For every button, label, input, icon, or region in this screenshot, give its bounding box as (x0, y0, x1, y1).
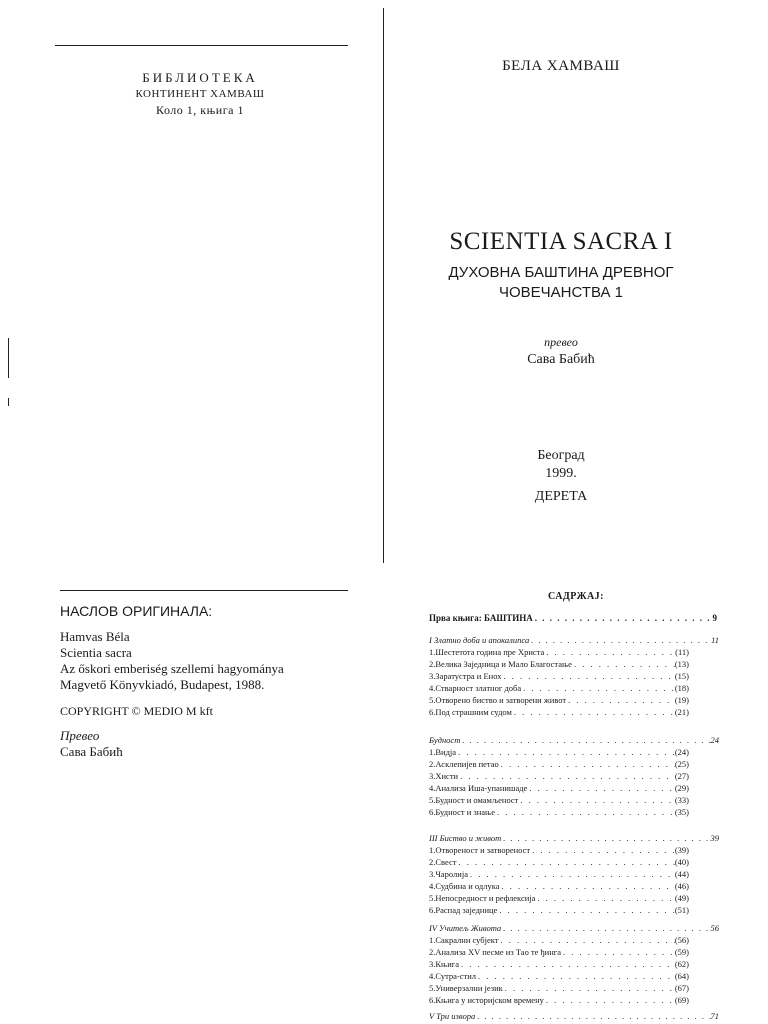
toc-leader (497, 904, 675, 916)
toc-section-label: I Златно доба и апокалипса (429, 635, 530, 645)
toc-item-page: (62) (674, 959, 689, 969)
toc-item-page: (40) (674, 857, 689, 867)
toc-item-page: (15) (674, 671, 689, 681)
original-author: Hamvas Béla (60, 629, 130, 644)
toc-item-label: 1.Сакрални субјект (429, 935, 499, 945)
toc-section-entry (429, 832, 719, 844)
toc-item-page: (39) (674, 845, 689, 855)
toc-leader (458, 770, 675, 782)
toc-book-page: 9 (712, 613, 717, 623)
toc-item-entry (429, 770, 689, 782)
top-rule (55, 45, 348, 46)
toc-leader (499, 758, 675, 770)
toc-leader (459, 958, 675, 970)
series-block (120, 70, 280, 118)
toc-item-page: (21) (674, 707, 689, 717)
original-title: Scientia sacra (60, 645, 132, 660)
toc-item-entry (429, 682, 689, 694)
toc-item-entry (429, 746, 689, 758)
toc-item-entry (429, 880, 689, 892)
toc-item-page: (46) (674, 881, 689, 891)
toc-item-label: 4.Стварност златног доба (429, 683, 522, 693)
toc-item-label: 3.Књига (429, 959, 459, 969)
toc-section-page: 39 (710, 833, 719, 843)
toc-item-entry (429, 970, 689, 982)
series-number: Коло 1, књига 1 (156, 103, 244, 117)
scan-edge-mark (8, 398, 9, 406)
toc-item-label: 1.Отвореност и затвореност (429, 845, 531, 855)
book-subtitle-line-2: ЧОВЕЧАНСТВА 1 (498, 284, 624, 301)
toc-item-page: (33) (674, 795, 689, 805)
toc-item-entry (429, 694, 689, 706)
contents-heading: САДРЖАЈ: (547, 591, 605, 602)
toc-book-label: Прва књига: БАШТИНА (429, 613, 533, 623)
toc-section-label: Будност (429, 735, 461, 745)
toc-item-entry (429, 946, 689, 958)
toc-leader (518, 794, 674, 806)
toc-item-entry (429, 994, 689, 1006)
toc-section-label: III Биство и живот (429, 833, 502, 843)
toc-leader (499, 934, 675, 946)
toc-leader (533, 612, 713, 624)
toc-item-entry (429, 844, 689, 856)
toc-item-label: 5.Непосредност и рефлексија (429, 893, 536, 903)
contents-page (384, 570, 768, 1024)
toc-item-entry (429, 868, 689, 880)
toc-item-entry (429, 670, 689, 682)
series-page (0, 0, 384, 570)
toc-item-entry (429, 958, 689, 970)
toc-item-entry (429, 758, 689, 770)
toc-section-label: V Три извора (429, 1011, 476, 1021)
series-name: БИБЛИОТЕКА (142, 70, 258, 85)
toc-section-page: 11 (711, 635, 719, 645)
toc-section-entry (429, 634, 719, 646)
publication-year: 1999. (545, 466, 577, 481)
author-name: БЕЛА ХАМВАШ (502, 58, 620, 74)
toc-item-label: 3.Чаролија (429, 869, 468, 879)
series-subtitle: КОНТИНЕНТ ХАМВАШ (135, 88, 265, 100)
translated-by-label: Превео (60, 728, 100, 743)
toc-item-page: (19) (674, 695, 689, 705)
toc-section-page: 24 (710, 735, 719, 745)
toc-item-page: (64) (674, 971, 689, 981)
toc-item-entry (429, 658, 689, 670)
publication-city: Београд (537, 448, 585, 463)
toc-item-entry (429, 934, 689, 946)
toc-leader (572, 658, 675, 670)
toc-item-page: (56) (674, 935, 689, 945)
toc-item-page: (69) (674, 995, 689, 1005)
toc-item-page: (24) (674, 747, 689, 757)
toc-item-label: 1.Шестетота година пре Христа (429, 647, 545, 657)
imprint-page (0, 570, 384, 1024)
toc-leader (460, 734, 710, 746)
toc-section-page: 71 (710, 1011, 719, 1021)
toc-item-page: (11) (675, 647, 689, 657)
title-page (384, 0, 768, 570)
toc-item-label: 4.Судбина и одлука (429, 881, 500, 891)
toc-leader (475, 1010, 710, 1022)
toc-leader (512, 706, 675, 718)
toc-item-page: (35) (674, 807, 689, 817)
toc-item-label: 2.Анализа XV песме из Тао те ђинга (429, 947, 562, 957)
toc-book-entry (429, 612, 717, 624)
toc-leader (456, 746, 675, 758)
toc-section-label: IV Учитељ Живота (429, 923, 502, 933)
toc-item-entry (429, 646, 689, 658)
toc-item-label: 2.Велика Заједница и Мало Благостање (429, 659, 572, 669)
toc-item-label: 6.Под страшним судом (429, 707, 512, 717)
toc-section-entry (429, 734, 719, 746)
toc-item-page: (67) (674, 983, 689, 993)
toc-item-entry (429, 782, 689, 794)
toc-item-label: 3.Заратустра и Енох (429, 671, 502, 681)
toc-leader (499, 880, 674, 892)
toc-item-label: 3.Хисти (429, 771, 459, 781)
toc-item-entry (429, 806, 689, 818)
book-subtitle-line-1: ДУХОВНА БАШТИНА ДРЕВНОГ (448, 264, 674, 281)
toc-section-entry (429, 922, 719, 934)
toc-item-label: 4.Сутра-стил (429, 971, 477, 981)
copyright-line: COPYRIGHT © MEDIO M kft (60, 704, 213, 718)
toc-leader (501, 832, 710, 844)
toc-leader (527, 782, 675, 794)
toc-item-label: 6.Књига у историјском времену (429, 995, 544, 1005)
toc-item-label: 6.Распад заједнице (429, 905, 498, 915)
translator-name: Сава Бабић (60, 744, 123, 759)
toc-item-page: (49) (674, 893, 689, 903)
toc-item-label: 6.Будност и знање (429, 807, 495, 817)
original-publisher: Magvető Könyvkiadó, Budapest, 1988. (60, 677, 265, 692)
toc-section-entry (429, 1010, 719, 1022)
toc-item-label: 5.Будност и омамљеност (429, 795, 519, 805)
toc-leader (561, 946, 675, 958)
toc-leader (495, 806, 675, 818)
toc-leader (502, 670, 675, 682)
toc-item-entry (429, 982, 689, 994)
original-title-heading: НАСЛОВ ОРИГИНАЛА: (60, 603, 213, 619)
toc-item-page: (44) (674, 869, 689, 879)
imprint-rule (60, 590, 348, 591)
toc-item-label: 1.Видја (429, 747, 457, 757)
toc-leader (521, 682, 675, 694)
toc-leader (530, 844, 675, 856)
toc-item-page: (25) (674, 759, 689, 769)
toc-item-label: 5.Универзални језик (429, 983, 503, 993)
toc-leader (456, 856, 674, 868)
toc-item-label: 4.Анализа Иша-упанишаде (429, 783, 528, 793)
original-subtitle: Az őskori emberiség szellemi hagyománya (60, 661, 284, 676)
toc-section-page: 56 (710, 923, 719, 933)
toc-item-page: (29) (674, 783, 689, 793)
toc-item-page: (27) (674, 771, 689, 781)
toc-leader (468, 868, 675, 880)
translator-name: Сава Бабић (527, 352, 595, 367)
toc-leader (476, 970, 675, 982)
toc-item-entry (429, 856, 689, 868)
toc-item-label: 2.Свест (429, 857, 457, 867)
translated-by-label: превео (544, 335, 578, 349)
toc-leader (544, 994, 675, 1006)
toc-item-entry (429, 794, 689, 806)
toc-leader (566, 694, 675, 706)
toc-item-page: (51) (674, 905, 689, 915)
toc-item-label: 5.Отворено биство и затворени живот (429, 695, 567, 705)
publisher-name: ДЕРЕТА (534, 489, 588, 504)
toc-leader (529, 634, 711, 646)
toc-item-entry (429, 904, 689, 916)
toc-leader (501, 922, 710, 934)
toc-leader (544, 646, 675, 658)
toc-item-page: (18) (674, 683, 689, 693)
toc-item-label: 2.Асклепијев петао (429, 759, 499, 769)
toc-item-entry (429, 892, 689, 904)
toc-item-entry (429, 706, 689, 718)
book-title: SCIENTIA SACRA I (449, 228, 673, 255)
toc-leader (503, 982, 675, 994)
scan-edge-mark (8, 338, 9, 378)
toc-item-page: (13) (674, 659, 689, 669)
toc-item-page: (59) (674, 947, 689, 957)
toc-leader (535, 892, 674, 904)
